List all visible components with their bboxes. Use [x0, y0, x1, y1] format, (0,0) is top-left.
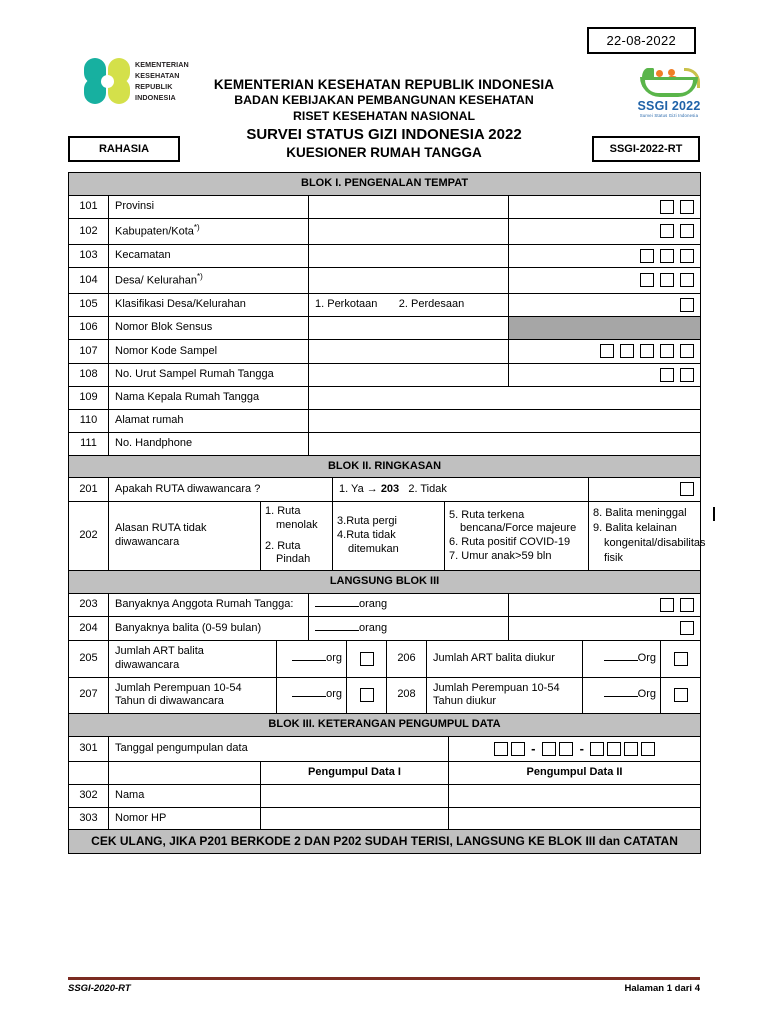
row-options	[309, 293, 509, 317]
row-label: No. Urut Sampel Rumah Tangga	[109, 363, 309, 387]
row-number: 204	[69, 617, 109, 641]
unit-label: Org	[637, 651, 656, 664]
row-code-boxes[interactable]	[509, 617, 701, 641]
row-number: 109	[69, 387, 109, 410]
footnote-marker: *)	[193, 223, 200, 233]
row-label: Jumlah ART balita diukur	[427, 641, 583, 678]
option-tidak[interactable]: 2. Tidak	[408, 482, 447, 495]
code-checkbox[interactable]	[640, 273, 654, 287]
code-checkbox[interactable]	[660, 224, 674, 238]
ministry-logo	[84, 58, 189, 104]
table-row	[69, 641, 701, 678]
option-item[interactable]: 6. Ruta positif COVID-19	[449, 536, 571, 549]
column-header-collector-2: Pengumpul Data II	[449, 762, 701, 785]
write-in-line[interactable]	[604, 660, 638, 661]
date-separator: -	[579, 740, 584, 756]
option-item[interactable]: 4.Ruta tidak ditemukan	[337, 529, 399, 555]
row-code-boxes-disabled	[509, 317, 701, 340]
row-value-field[interactable]	[309, 387, 701, 410]
row-label: Jumlah Perempuan 10-54 Tahun di diwawancara	[109, 677, 277, 714]
block2-title: BLOK II. RINGKASAN	[69, 455, 701, 478]
row-label: Jumlah Perempuan 10-54 Tahun diukur	[427, 677, 583, 714]
row-number: 103	[69, 244, 109, 268]
code-checkbox[interactable]	[600, 344, 614, 358]
code-checkbox[interactable]	[680, 200, 694, 214]
ssgi-logo-subtitle: Survei Status Gizi Indonesia	[639, 113, 699, 118]
write-in-line[interactable]	[292, 660, 326, 661]
page-footer	[68, 977, 700, 994]
table-row	[69, 340, 701, 364]
code-checkbox[interactable]	[620, 344, 634, 358]
block1-title: BLOK I. PENGENALAN TEMPAT	[69, 172, 701, 195]
row-number: 302	[69, 784, 109, 807]
row-options	[333, 478, 589, 502]
row-value-field[interactable]	[309, 410, 701, 433]
row-value-field[interactable]	[309, 317, 509, 340]
row-value-field[interactable]	[309, 593, 509, 617]
block2-subheader-row	[69, 571, 701, 594]
row-value-field[interactable]	[309, 244, 509, 268]
questionnaire-table	[68, 172, 701, 479]
row202-options-b	[333, 502, 445, 571]
footer-rule	[68, 977, 700, 980]
code-checkbox[interactable]	[674, 652, 688, 666]
row-number: 104	[69, 268, 109, 293]
ministry-logo-line-2: KESEHATAN	[135, 70, 180, 80]
block2-question-table	[68, 477, 706, 593]
block1-header-row	[69, 172, 701, 195]
row-label: Tanggal pengumpulan data	[109, 736, 449, 761]
row-label: Klasifikasi Desa/Kelurahan	[109, 293, 309, 317]
title-line-5: KUESIONER RUMAH TANGGA	[286, 145, 482, 161]
table-row	[69, 432, 701, 455]
day-checkbox[interactable]	[494, 742, 508, 756]
code-checkbox[interactable]	[713, 507, 715, 521]
code-checkbox[interactable]	[660, 200, 674, 214]
code-checkbox[interactable]	[674, 688, 688, 702]
row-code-boxes[interactable]	[509, 340, 701, 364]
row-code-boxes[interactable]	[347, 677, 387, 714]
row-value-field[interactable]	[583, 677, 661, 714]
option-item[interactable]: 7. Umur anak>59 bln	[449, 549, 552, 562]
row-label: Nomor Blok Sensus	[109, 317, 309, 340]
option-item[interactable]: 1. Ruta menolak	[265, 505, 318, 531]
code-checkbox[interactable]	[680, 273, 694, 287]
code-checkbox[interactable]	[660, 598, 674, 612]
title-line-2: BADAN KEBIJAKAN PEMBANGUNAN KESEHATAN	[234, 93, 534, 108]
ministry-logo-text	[135, 59, 189, 104]
year-checkbox[interactable]	[624, 742, 638, 756]
code-checkbox[interactable]	[680, 298, 694, 312]
write-in-line[interactable]	[292, 696, 326, 697]
year-checkbox[interactable]	[590, 742, 604, 756]
code-checkbox[interactable]	[680, 621, 694, 635]
option-perkotaan[interactable]: 1. Perkotaan	[315, 298, 378, 311]
option-item[interactable]: 2. Ruta Pindah	[265, 539, 311, 566]
row-number: 201	[69, 478, 109, 502]
year-checkbox[interactable]	[607, 742, 621, 756]
code-checkbox[interactable]	[660, 368, 674, 382]
row-value-field[interactable]	[309, 340, 509, 364]
row-number: 108	[69, 363, 109, 387]
empty-cell	[69, 762, 109, 785]
date-entry-boxes[interactable]	[449, 736, 701, 761]
row-code-boxes[interactable]	[509, 293, 701, 317]
table-row	[69, 677, 701, 714]
table-row	[69, 807, 701, 830]
table-row	[69, 387, 701, 410]
unit-label: org	[326, 688, 342, 701]
row-label: Nomor HP	[109, 807, 261, 830]
row-label: Provinsi	[109, 195, 309, 219]
row-number: 106	[69, 317, 109, 340]
row-value-field[interactable]	[309, 195, 509, 219]
verification-notice: CEK ULANG, JIKA P201 BERKODE 2 DAN P202 SUDAH TERISI, LANGSUNG KE BLOK III dan CATATAN	[69, 830, 701, 854]
row202-options-a	[261, 502, 333, 571]
block2-header-row	[69, 455, 701, 478]
table-row	[69, 244, 701, 268]
collector-1-value-field[interactable]	[261, 807, 449, 830]
form-code-badge: SSGI-2022-RT	[592, 136, 700, 162]
row-code-boxes[interactable]	[589, 478, 701, 502]
option-perdesaan[interactable]: 2. Perdesaan	[398, 298, 465, 311]
skip-target: 203	[380, 482, 400, 495]
row-code-boxes[interactable]	[509, 268, 701, 293]
block3-table	[68, 713, 701, 854]
write-in-line[interactable]	[315, 606, 359, 607]
month-checkbox[interactable]	[542, 742, 556, 756]
table-row	[69, 195, 701, 219]
row-code-boxes[interactable]	[509, 363, 701, 387]
block3-notice-row	[69, 830, 701, 854]
ssgi-emblem-icon	[634, 65, 704, 99]
table-row	[69, 593, 701, 617]
table-row	[69, 617, 701, 641]
option-ya[interactable]: 1. Ya →	[339, 482, 381, 495]
ministry-logo-line-3: REPUBLIK	[135, 82, 173, 91]
footer-page-number: Halaman 1 dari 4	[624, 983, 700, 994]
option-item[interactable]: 5. Ruta terkena bencana/Force majeure	[449, 508, 577, 535]
collector-2-value-field[interactable]	[449, 807, 701, 830]
option-item[interactable]: 3.Ruta pergi	[337, 515, 397, 528]
unit-label: orang	[359, 621, 388, 634]
code-checkbox[interactable]	[640, 344, 654, 358]
code-checkbox[interactable]	[360, 652, 374, 666]
month-checkbox[interactable]	[559, 742, 573, 756]
row-code-boxes[interactable]	[509, 244, 701, 268]
row-label: Nama	[109, 784, 261, 807]
block2-paired-table	[68, 640, 701, 714]
row-value-field[interactable]	[309, 363, 509, 387]
confidential-badge: RAHASIA	[68, 136, 180, 162]
block2-subtitle: LANGSUNG BLOK III	[69, 571, 701, 594]
row-number: 107	[69, 340, 109, 364]
row-number: 206	[387, 641, 427, 678]
ssgi-logo-name: SSGI 2022	[637, 99, 701, 113]
row-label: Alamat rumah	[109, 410, 309, 433]
row-value-field[interactable]	[583, 641, 661, 678]
code-checkbox[interactable]	[360, 688, 374, 702]
block3-header-row	[69, 714, 701, 737]
row-value-field[interactable]	[309, 268, 509, 293]
table-row	[69, 363, 701, 387]
row-code-boxes[interactable]	[661, 677, 701, 714]
column-header-collector-1: Pengumpul Data I	[261, 762, 449, 785]
row-value-field[interactable]	[309, 617, 509, 641]
code-checkbox[interactable]	[660, 344, 674, 358]
code-checkbox[interactable]	[680, 224, 694, 238]
option-item[interactable]: 9. Balita kelainan kongenital/disabilitas fisik	[593, 522, 706, 564]
row-number: 303	[69, 807, 109, 830]
row-number: 207	[69, 677, 109, 714]
row-number: 111	[69, 432, 109, 455]
row-number: 102	[69, 219, 109, 244]
row-number: 205	[69, 641, 109, 678]
row-label: Nama Kepala Rumah Tangga	[109, 387, 309, 410]
code-checkbox[interactable]	[680, 344, 694, 358]
footnote-marker: *)	[196, 272, 203, 282]
row-value-field[interactable]	[309, 219, 509, 244]
code-checkbox[interactable]	[680, 482, 694, 496]
block3-title: BLOK III. KETERANGAN PENGUMPUL DATA	[69, 714, 701, 737]
ministry-logo-line-4: INDONESIA	[135, 93, 176, 103]
table-row	[69, 219, 701, 244]
ssgi-logo	[626, 60, 712, 118]
table-row	[69, 268, 701, 293]
unit-label: orang	[359, 598, 388, 611]
row-code-boxes[interactable]	[661, 641, 701, 678]
row-number: 101	[69, 195, 109, 219]
table-row	[69, 317, 701, 340]
unit-label: Org	[637, 688, 656, 701]
row-label: Banyaknya balita (0-59 bulan)	[109, 617, 309, 641]
row-code-boxes[interactable]	[509, 219, 701, 244]
code-checkbox[interactable]	[640, 249, 654, 263]
date-separator: -	[531, 740, 536, 756]
footer-form-code: SSGI-2020-RT	[68, 983, 131, 994]
row202-options-c	[445, 502, 589, 571]
row-label: Apakah RUTA diwawancara ?	[109, 478, 333, 502]
row-label: Nomor Kode Sampel	[109, 340, 309, 364]
table-row	[69, 784, 701, 807]
ministry-emblem-icon	[84, 58, 130, 104]
row-number: 105	[69, 293, 109, 317]
row-label: Alasan RUTA tidak diwawancara	[109, 502, 261, 571]
row-label: Kabupaten/Kota*)	[109, 219, 309, 244]
day-checkbox[interactable]	[511, 742, 525, 756]
collector-1-value-field[interactable]	[261, 784, 449, 807]
date-stamp: 22-08-2022	[587, 27, 697, 54]
code-checkbox[interactable]	[680, 249, 694, 263]
ministry-logo-line-1: KEMENTERIAN	[135, 59, 189, 69]
write-in-line[interactable]	[315, 630, 359, 631]
row-value-field[interactable]	[277, 677, 347, 714]
code-checkbox[interactable]	[660, 249, 674, 263]
row-code-boxes[interactable]	[509, 593, 701, 617]
row-label: Banyaknya Anggota Rumah Tangga:	[109, 593, 309, 617]
row-label: Kecamatan	[109, 244, 309, 268]
table-row	[69, 293, 701, 317]
table-row	[69, 478, 701, 502]
table-row	[69, 762, 701, 785]
code-checkbox[interactable]	[660, 273, 674, 287]
row-label: Jumlah ART balita diwawancara	[109, 641, 277, 678]
row-number: 203	[69, 593, 109, 617]
collector-2-value-field[interactable]	[449, 784, 701, 807]
row-value-field[interactable]	[277, 641, 347, 678]
option-item[interactable]: 8. Balita meninggal	[593, 507, 687, 520]
row-number: 208	[387, 677, 427, 714]
title-line-4: SURVEI STATUS GIZI INDONESIA 2022	[246, 125, 522, 143]
row-number: 202	[69, 502, 109, 571]
title-line-1: KEMENTERIAN KESEHATAN REPUBLIK INDONESIA	[213, 77, 555, 92]
year-checkbox[interactable]	[641, 742, 655, 756]
code-checkbox[interactable]	[680, 598, 694, 612]
block2-count-table	[68, 593, 701, 641]
row202-options-d-and-box	[589, 502, 706, 571]
code-checkbox[interactable]	[680, 368, 694, 382]
write-in-line[interactable]	[604, 696, 638, 697]
empty-cell	[109, 762, 261, 785]
row-label: Desa/ Kelurahan*)	[109, 268, 309, 293]
table-row	[69, 410, 701, 433]
table-row	[69, 502, 701, 571]
row-value-field[interactable]	[309, 432, 701, 455]
row-label: No. Handphone	[109, 432, 309, 455]
unit-label: org	[326, 651, 342, 664]
table-row	[69, 736, 701, 761]
row-number: 301	[69, 736, 109, 761]
row-code-boxes[interactable]	[347, 641, 387, 678]
row-number: 110	[69, 410, 109, 433]
row-code-boxes[interactable]	[509, 195, 701, 219]
title-line-3: RISET KESEHATAN NASIONAL	[293, 109, 475, 123]
